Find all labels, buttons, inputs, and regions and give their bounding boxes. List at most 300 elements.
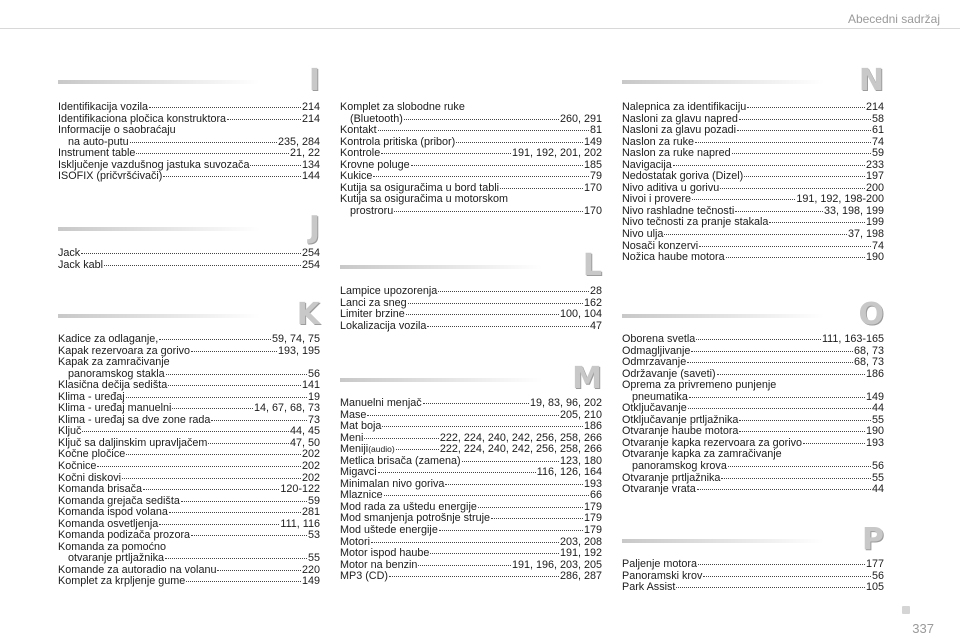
dot-leader xyxy=(456,142,583,143)
entry-text: Otvaranje haube motora xyxy=(622,425,739,438)
dot-leader xyxy=(720,188,865,189)
entry-pages: 134 xyxy=(301,158,320,171)
dot-leader xyxy=(378,130,589,131)
dot-leader xyxy=(411,165,583,166)
dot-leader xyxy=(382,426,583,427)
entry-text: Komande za autoradio na volanu xyxy=(58,563,217,576)
letter-heading-bar xyxy=(622,314,824,318)
index-entries xyxy=(58,334,320,588)
entry-text: Komplet za slobodne ruke xyxy=(340,101,465,113)
dot-leader xyxy=(726,257,865,258)
dot-leader xyxy=(149,107,301,108)
entry-text: Komanda brisača xyxy=(58,483,143,496)
index-entry[interactable] xyxy=(58,449,320,461)
entry-pages: 260, 291 xyxy=(559,112,602,125)
dot-leader xyxy=(438,291,589,292)
entry-text: Oborena svetla xyxy=(622,333,696,345)
entry-text: Krovne poluge xyxy=(340,158,410,171)
entry-pages: 105 xyxy=(865,581,884,594)
entry-text: Metlica brisača (zamena) xyxy=(340,454,461,467)
index-entry[interactable] xyxy=(58,380,320,392)
index-entry[interactable] xyxy=(58,102,320,114)
dot-leader xyxy=(462,461,559,462)
entry-text: Klima - uređaj sa dve zone rada xyxy=(58,413,211,426)
dot-leader xyxy=(168,385,301,386)
entry-text: Kapak rezervoara za gorivo xyxy=(58,344,191,357)
entry-pages: 185 xyxy=(583,158,602,171)
entry-text: Panoramski krov xyxy=(622,569,703,582)
dot-leader xyxy=(371,542,559,543)
dot-leader xyxy=(717,374,865,375)
dot-leader xyxy=(430,553,559,554)
dot-leader xyxy=(191,351,277,352)
entry-text: prostroru xyxy=(350,204,394,217)
entry-pages: 170 xyxy=(583,204,602,217)
index-entry[interactable] xyxy=(58,357,320,369)
entry-text: Jack kabl xyxy=(58,258,104,271)
dot-leader xyxy=(728,466,871,467)
entry-pages: 37, 198 xyxy=(847,228,884,241)
index-entry[interactable] xyxy=(340,398,602,410)
entry-pages: 47 xyxy=(589,319,602,332)
entry-text: Otključavanje prtljažnika xyxy=(622,413,739,426)
index-entry[interactable] xyxy=(622,125,884,137)
entry-pages: 19 xyxy=(307,390,320,403)
entry-text: Kontrola pritiska (pribor) xyxy=(340,135,456,148)
entry-pages: 141 xyxy=(301,379,320,392)
entry-text: pneumatika xyxy=(632,390,688,403)
entry-text: Kutija sa osiguračima u motorskom xyxy=(340,193,509,206)
entry-pages: 286, 287 xyxy=(559,570,602,583)
entry-text: Migavci xyxy=(340,466,377,479)
entry-text: Nivoi i provere xyxy=(622,193,692,206)
entry-text: Otvaranje kapka za zamračivanje xyxy=(622,448,782,461)
entry-pages: 214 xyxy=(301,112,320,125)
entry-text: Kukice xyxy=(340,170,373,183)
dot-leader xyxy=(439,530,583,531)
entry-pages: 79 xyxy=(589,170,602,183)
entry-text: Ključ sa daljinskim upravljačem xyxy=(58,436,208,449)
index-entry[interactable] xyxy=(340,548,602,560)
entry-text: Nosači konzervi xyxy=(622,239,699,252)
entry-pages: 33, 198, 199 xyxy=(823,204,884,217)
dot-leader xyxy=(699,246,871,247)
entry-pages: 149 xyxy=(865,390,884,403)
entry-text: Park Assist xyxy=(622,581,676,594)
dot-leader xyxy=(396,449,439,450)
entry-pages: 186 xyxy=(865,367,884,380)
entry-text: Nedostatak goriva (Dizel) xyxy=(622,170,744,183)
section-letter: O xyxy=(858,297,884,332)
dot-leader xyxy=(739,119,871,120)
entry-pages: 179 xyxy=(583,512,602,525)
dot-leader xyxy=(735,211,823,212)
entry-pages: 179 xyxy=(583,500,602,513)
entry-text: Mod smanjenja potrošnje struje xyxy=(340,512,491,525)
dot-leader xyxy=(136,153,289,154)
entry-pages: 61 xyxy=(871,124,884,137)
entry-text: Ključ xyxy=(58,425,82,438)
entry-pages: 59 xyxy=(871,147,884,160)
index-entry[interactable] xyxy=(340,421,602,433)
index-entries xyxy=(58,248,320,271)
entry-pages: 68, 73 xyxy=(853,356,884,369)
entry-pages: 56 xyxy=(871,569,884,582)
entry-pages: 214 xyxy=(301,101,320,113)
page-header-title: Abecedni sadržaj xyxy=(847,12,940,26)
entry-text: Kontakt xyxy=(340,124,377,137)
letter-heading-o xyxy=(622,297,884,336)
entry-pages: 200 xyxy=(865,181,884,194)
section-letter: K xyxy=(296,297,320,332)
letter-heading-m xyxy=(340,361,602,400)
entry-text: Otvaranje kapka rezervoara za gorivo xyxy=(622,436,803,449)
dot-leader xyxy=(82,431,289,432)
entry-text: Nivo ulja xyxy=(622,228,664,241)
entry-text: Jack xyxy=(58,247,81,259)
entry-text: Lanci za sneg xyxy=(340,296,407,309)
dot-leader xyxy=(478,507,583,508)
entry-pages: 222, 224, 240, 242, 256, 258, 266 xyxy=(439,431,602,444)
corner-marker xyxy=(902,606,910,614)
entry-text: Kontrole xyxy=(340,147,381,160)
entry-text: Instrument table xyxy=(58,147,136,160)
dot-leader xyxy=(697,489,871,490)
index-entry[interactable] xyxy=(58,576,320,588)
entry-text: Komanda grejača sedišta xyxy=(58,494,180,507)
entry-text: Kočnice xyxy=(58,460,97,473)
entry-text: Nivo rashladne tečnosti xyxy=(622,204,735,217)
entry-text: Kadice za odlaganje, xyxy=(58,333,159,345)
entry-pages: 47, 50 xyxy=(289,436,320,449)
dot-leader xyxy=(747,107,865,108)
entry-text: panoramskog krova xyxy=(632,460,727,473)
entry-pages: 202 xyxy=(301,460,320,473)
entry-pages: 186 xyxy=(583,420,602,433)
dot-leader xyxy=(418,565,511,566)
entry-pages: 44, 45 xyxy=(289,425,320,438)
dot-leader xyxy=(143,489,279,490)
entry-text: Komanda ispod volana xyxy=(58,506,168,519)
entry-pages: 28 xyxy=(589,285,602,297)
index-entry[interactable] xyxy=(622,148,884,160)
entry-pages: 55 xyxy=(871,413,884,426)
index-entries xyxy=(58,102,320,183)
entry-text: MP3 (CD) xyxy=(340,570,388,583)
entry-text: Nasloni za glavu pozadi xyxy=(622,124,737,137)
entry-pages: 193 xyxy=(583,477,602,490)
entry-pages: 100, 104 xyxy=(559,308,602,321)
entry-text: Manuelni menjač xyxy=(340,397,422,409)
dot-leader xyxy=(104,265,301,266)
entry-text: Klima - uređaj manuelni xyxy=(58,402,172,415)
index-entry[interactable] xyxy=(58,248,320,260)
entry-pages: 59 xyxy=(307,494,320,507)
index-entry[interactable] xyxy=(340,114,602,126)
entry-pages: 14, 67, 68, 73 xyxy=(253,402,320,415)
index-entry[interactable] xyxy=(340,125,602,137)
entry-pages: 214 xyxy=(865,101,884,113)
dot-leader xyxy=(737,130,871,131)
index-entry[interactable] xyxy=(340,102,602,114)
entry-text: na auto-putu xyxy=(68,135,129,148)
entry-text: Motori xyxy=(340,535,370,548)
index-entry[interactable] xyxy=(340,309,602,321)
entry-pages: 222, 224, 240, 242, 256, 258, 266 xyxy=(439,443,602,456)
entry-text: Mod uštede energije xyxy=(340,524,438,537)
index-entry[interactable] xyxy=(340,321,602,333)
entry-text: Isključenje vazdušnog jastuka suvozača xyxy=(58,158,250,171)
entry-pages: 177 xyxy=(865,558,884,570)
letter-heading-bar xyxy=(58,80,260,84)
dot-leader xyxy=(227,119,301,120)
entry-pages: 66 xyxy=(589,489,602,502)
entry-text: Klasična dečija sedišta xyxy=(58,379,168,392)
entry-pages: 123, 180 xyxy=(559,454,602,467)
entry-pages: 191, 196, 203, 205 xyxy=(511,558,602,571)
dot-leader xyxy=(803,443,865,444)
dot-leader xyxy=(389,576,559,577)
entry-text: Limiter brzine xyxy=(340,308,405,321)
dot-leader xyxy=(427,326,589,327)
entry-pages: 111, 116 xyxy=(280,517,320,530)
dot-leader xyxy=(130,142,277,143)
entry-text: Identifikaciona pločica konstruktora xyxy=(58,112,227,125)
section-letter: P xyxy=(862,522,884,557)
entry-pages: 56 xyxy=(307,367,320,380)
dot-leader xyxy=(378,472,536,473)
dot-leader xyxy=(364,438,438,439)
dot-leader xyxy=(122,478,301,479)
entry-text: Kočne pločice xyxy=(58,448,126,461)
entry-text: Naslon za ruke xyxy=(622,135,695,148)
dot-leader xyxy=(159,339,271,340)
index-entries xyxy=(622,559,884,594)
dot-leader xyxy=(687,362,853,363)
entry-pages: 162 xyxy=(583,296,602,309)
index-entries xyxy=(340,102,602,217)
index-entry[interactable] xyxy=(58,148,320,160)
index-entry[interactable] xyxy=(340,206,602,218)
entry-pages: 56 xyxy=(871,460,884,473)
entry-pages: 116, 126, 164 xyxy=(536,466,602,479)
index-entry[interactable] xyxy=(340,286,602,298)
dot-leader xyxy=(384,495,589,496)
entry-text: Odmagljivanje xyxy=(622,344,691,357)
entry-pages: 254 xyxy=(301,258,320,271)
dot-leader xyxy=(172,408,253,409)
index-entry[interactable] xyxy=(622,102,884,114)
entry-text: Otključavanje xyxy=(622,402,687,415)
entry-pages: 191, 192, 201, 202 xyxy=(511,147,602,160)
dot-leader xyxy=(186,581,301,582)
dot-leader xyxy=(691,351,853,352)
dot-leader xyxy=(423,403,529,404)
letter-heading-j xyxy=(58,210,320,249)
entry-pages: 203, 208 xyxy=(559,535,602,548)
entry-text: Nivo tečnosti za pranje stakala xyxy=(622,216,769,229)
index-entry[interactable] xyxy=(340,444,602,456)
dot-leader xyxy=(81,253,301,254)
dot-leader xyxy=(739,420,871,421)
dot-leader xyxy=(408,303,583,304)
dot-leader xyxy=(367,415,559,416)
entry-text: Kutija sa osiguračima u bord tabli xyxy=(340,181,500,194)
entry-text: Mase xyxy=(340,408,367,421)
entry-text: Mat boja xyxy=(340,420,382,433)
index-entry[interactable] xyxy=(340,571,602,583)
index-entry[interactable] xyxy=(58,260,320,272)
header-divider xyxy=(0,28,960,29)
dot-leader xyxy=(208,443,289,444)
entry-pages: 74 xyxy=(871,239,884,252)
dot-leader xyxy=(126,454,301,455)
entry-pages: 191, 192 xyxy=(559,547,602,560)
entry-text: Komanda za pomoćno xyxy=(58,540,167,553)
index-entries xyxy=(340,286,602,332)
entry-text: Motor ispod haube xyxy=(340,547,430,560)
entry-text: Kapak za zamračivanje xyxy=(58,356,170,369)
index-entry[interactable] xyxy=(622,252,884,264)
index-entry[interactable] xyxy=(58,334,320,346)
entry-pages: 111, 163-165 xyxy=(821,333,884,345)
dot-leader xyxy=(695,142,871,143)
section-letter: L xyxy=(582,248,602,283)
dot-leader xyxy=(696,339,821,340)
dot-leader xyxy=(445,484,583,485)
index-entry[interactable] xyxy=(58,415,320,427)
entry-text: Identifikacija vozila xyxy=(58,101,149,113)
entry-text: Informacije o saobraćaju xyxy=(58,124,176,137)
index-entry[interactable] xyxy=(622,461,884,473)
entry-pages: 235, 284 xyxy=(277,135,320,148)
dot-leader xyxy=(406,314,559,315)
dot-leader xyxy=(159,524,279,525)
entry-text: Odmrzavanje xyxy=(622,356,687,369)
section-letter: N xyxy=(858,63,884,98)
entry-text: Motor na benzin xyxy=(340,558,418,571)
letter-heading-bar xyxy=(58,314,260,318)
index-entry[interactable] xyxy=(58,171,320,183)
dot-leader xyxy=(732,153,871,154)
entry-text: Meni xyxy=(340,431,364,444)
entry-pages: 220 xyxy=(301,563,320,576)
entry-pages: 190 xyxy=(865,425,884,438)
index-entries xyxy=(622,102,884,264)
entry-pages: 233 xyxy=(865,158,884,171)
entry-text: Paljenje motora xyxy=(622,558,698,570)
letter-heading-bar xyxy=(340,378,542,382)
entry-text: Otvaranje prtljažnika xyxy=(622,471,721,484)
entry-qualifier: (audio) xyxy=(368,444,395,455)
dot-leader xyxy=(744,176,865,177)
entry-text: Klima - uređaj xyxy=(58,390,125,403)
entry-pages: 202 xyxy=(301,448,320,461)
dot-leader xyxy=(394,211,583,212)
dot-leader xyxy=(689,397,865,398)
entry-text: (Bluetooth) xyxy=(350,112,403,125)
entry-text: ISOFIX (pričvršćivači) xyxy=(58,170,163,183)
entry-text: Meniji xyxy=(340,443,369,456)
entry-text: Komanda osvetljenja xyxy=(58,517,159,530)
section-letter: I xyxy=(308,63,320,98)
entry-text: Lokalizacija vozila xyxy=(340,319,427,332)
dot-leader xyxy=(211,420,307,421)
index-entry[interactable] xyxy=(622,380,884,392)
entry-text: Nalepnica za identifikaciju xyxy=(622,101,747,113)
index-entry[interactable] xyxy=(58,461,320,473)
dot-leader xyxy=(692,199,795,200)
letter-heading-n xyxy=(622,63,884,102)
entry-pages: 74 xyxy=(871,135,884,148)
entry-pages: 44 xyxy=(871,402,884,415)
letter-heading-bar xyxy=(622,539,824,543)
dot-leader xyxy=(181,501,307,502)
entry-pages: 68, 73 xyxy=(853,344,884,357)
index-entry[interactable] xyxy=(622,582,884,594)
entry-pages: 21, 22 xyxy=(289,147,320,160)
letter-heading-k xyxy=(58,297,320,336)
dot-leader xyxy=(769,222,865,223)
index-entry[interactable] xyxy=(622,229,884,241)
dot-leader xyxy=(721,478,871,479)
entry-pages: 144 xyxy=(301,170,320,183)
index-entry[interactable] xyxy=(340,148,602,160)
index-entry[interactable] xyxy=(622,484,884,496)
entry-text: Navigacija xyxy=(622,158,672,171)
entry-pages: 55 xyxy=(307,552,320,565)
letter-heading-bar xyxy=(340,265,542,269)
letter-heading-l xyxy=(340,248,602,287)
page-number: 337 xyxy=(912,621,934,636)
dot-leader xyxy=(169,512,301,513)
index-entry[interactable] xyxy=(58,484,320,496)
index-entry[interactable] xyxy=(622,334,884,346)
entry-text: Održavanje (saveti) xyxy=(622,367,716,380)
dot-leader xyxy=(703,576,871,577)
letter-heading-bar xyxy=(622,80,824,84)
entry-text: Kočni diskovi xyxy=(58,471,122,484)
dot-leader xyxy=(217,570,301,571)
entry-pages: 149 xyxy=(301,575,320,588)
entry-text: Nožica haube motora xyxy=(622,251,725,264)
dot-leader xyxy=(491,518,583,519)
letter-heading-bar xyxy=(58,227,260,231)
entry-text: otvaranje prtljažnika xyxy=(68,552,165,565)
index-entry[interactable] xyxy=(340,525,602,537)
index-entry[interactable] xyxy=(622,357,884,369)
entry-pages: 254 xyxy=(301,247,320,259)
entry-text: Otvaranje vrata xyxy=(622,483,696,496)
entry-text: Nasloni za glavu napred xyxy=(622,112,738,125)
index-entry[interactable] xyxy=(622,559,884,571)
entry-pages: 179 xyxy=(583,524,602,537)
dot-leader xyxy=(166,374,307,375)
section-letter: J xyxy=(308,210,320,245)
entry-text: Komanda podizača prozora xyxy=(58,529,191,542)
entry-text: Oprema za privremeno punjenje xyxy=(622,379,777,392)
dot-leader xyxy=(250,165,301,166)
dot-leader xyxy=(688,408,871,409)
index-entry[interactable] xyxy=(340,160,602,172)
entry-text: Naslon za ruke napred xyxy=(622,147,731,160)
section-letter: M xyxy=(572,361,602,396)
entry-pages: 59, 74, 75 xyxy=(271,333,320,345)
dot-leader xyxy=(373,176,589,177)
entry-text: Minimalan nivo goriva xyxy=(340,477,445,490)
index-entry[interactable] xyxy=(58,125,320,137)
entry-pages: 191, 192, 198-200 xyxy=(796,193,884,206)
